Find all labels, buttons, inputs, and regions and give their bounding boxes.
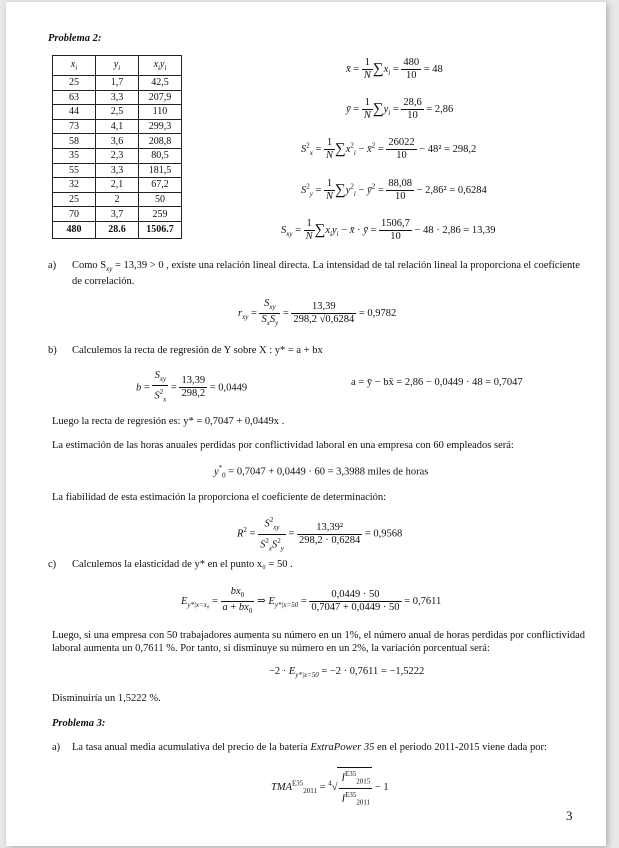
covariance-formula: $S_{xy}$ = $\frac{1}{N}$ $\sum x_iy_i$ − x̄ · ȳ = $\frac{1506,7}{10}$ − 48 · 2,86 = 13,39 [281,218,496,242]
table-cell: 3,6 [96,134,139,149]
table-cell: 58 [53,134,96,149]
problem-2-title: Problema 2: [48,33,102,44]
table-cell: 3,3 [96,90,139,105]
reliability-text: La fiabilidad de esta estimación la proporciona el coeficiente de determinación: [52,492,387,503]
table-row [53,134,182,149]
part-a-text: Como $S_{xy} = 13,39 > 0$ , existe una relación lineal directa. La intensidad de tal relación lineal la proporciona el coeficiente [72,260,580,274]
problem-3-title: Problema 3: [52,718,106,729]
header-xi: $x_i$ [53,56,96,76]
table-cell: 55 [53,163,96,178]
table-cell: 32 [53,178,96,193]
table-cell: 208,8 [139,134,182,149]
table-row [53,207,182,222]
part-b-text: Calculemos la recta de regresión de Y sobre X : y* = a + bx [72,345,323,356]
table-cell: 63 [53,90,96,105]
variation-formula: $-2 \cdot E_{y*|x=50} = -2 \cdot 0,7611 = -1,5222$ [269,666,425,680]
problem-3-part-a-text: La tasa anual media acumulativa del precio de la batería ExtraPower 35 en el periodo 2011-2015 viene dada por: [72,742,547,753]
variance-y-formula: $S^2_y$ = $\frac{1}{N}$ $\sum y^2_i$ − $ȳ^2$ = $\frac{88,08}{10}$ − 2,86² = 0,6284 [301,178,487,202]
conclusion-paragraph-2: laboral aumenta un 0,7611 %. Por tanto, si disminuye su número en un 2%, la variación porcentual será: [52,643,490,654]
mean-y-formula: ȳ = $\frac{1}{N}$ $\sum y_i$ = $\frac{28,6}{10}$ = 2,86 [346,97,454,121]
table-row [53,90,182,105]
table-row [53,76,182,91]
table-cell: 3,7 [96,207,139,222]
table-cell: 35 [53,148,96,163]
table-cell: 25 [53,76,96,91]
table-cell: 2 [96,192,139,207]
data-table [52,55,182,239]
header-yi: $y_i$ [96,56,139,76]
regression-line-text: Luego la recta de regresión es: y* = 0,7047 + 0,0449x . [52,416,285,427]
table-total-cell: 28.6 [96,221,139,238]
final-conclusion: Disminuiría un 1,5222 %. [52,693,161,704]
table-cell: 2,3 [96,148,139,163]
table-cell: 1,7 [96,76,139,91]
table-row [53,178,182,193]
part-b-label: b) [48,345,57,356]
problem-3-part-a-label: a) [52,742,61,753]
table-cell: 4,1 [96,119,139,134]
estimate-formula: $y^*_0 = 0,7047 + 0,0449 \cdot 60 = 3,3988$ miles de horas [214,464,429,480]
table-row [53,148,182,163]
table-cell: 70 [53,207,96,222]
elasticity-formula: $E_{y*|x=x_0}$ = $\frac{bx_0}{a + bx_0}$ ⇒ $E_{y*|x=50}$ = $\frac{0,0449 \cdot 50}{0,7047 + 0,0449 \cdot 50}$ = 0,7611 [181,586,442,616]
table-cell: 3,3 [96,163,139,178]
table-cell: 259 [139,207,182,222]
estimate-text: La estimación de las horas anuales perdidas por conflictividad laboral en una empresa con 60 empleados será: [52,440,514,451]
conclusion-paragraph-1: Luego, si una empresa con 50 trabajadores aumenta su número en un 1%, el número anual de horas perdidas por conflictividad [52,630,585,641]
table-header-row [53,56,182,76]
table-row [53,163,182,178]
table-total-cell: 1506.7 [139,221,182,238]
table-cell: 207,9 [139,90,182,105]
tma-formula: $TMA^{E35}_{2011} = ^4√$ $\frac{I^{E35}_{2015}}{I^{E35}_{2011}}$ − 1 [271,767,389,808]
table-total-cell: 480 [53,221,96,238]
correlation-formula: $r_{xy}$ = $\frac{S_{xy}}{S_xS_y}$ = $\frac{13,39}{298,2 √0,6284}$ = 0,9782 [238,298,397,328]
table-row [53,119,182,134]
table-row [53,192,182,207]
table-row [53,105,182,120]
header-xiyi: $x_iy_i$ [139,56,182,76]
page-number: 3 [566,808,573,823]
document-page [6,2,606,846]
table-cell: 67,2 [139,178,182,193]
part-c-label: c) [48,559,57,570]
table-cell: 110 [139,105,182,120]
table-cell: 25 [53,192,96,207]
variance-x-formula: $S^2_x$ = $\frac{1}{N}$ $\sum x^2_i$ − x̄$^2$ = $\frac{26022}{10}$ − 48² = 298,2 [301,137,477,161]
slope-formula: b = $\frac{S_{xy}}{S^2_x}$ = $\frac{13,39}{298,2}$ = 0,0449 [136,370,248,404]
table-totals-row [53,221,182,238]
part-a-text-2: de correlación. [72,276,135,287]
table-cell: 50 [139,192,182,207]
table-cell: 181,5 [139,163,182,178]
intercept-formula: a = ȳ − bx̄ = 2,86 − 0,0449 · 48 = 0,7047 [351,377,523,388]
table-cell: 2,1 [96,178,139,193]
table-cell: 73 [53,119,96,134]
determination-formula: $R^2$ = $\frac{S^2_{xy}}{S^2_xS^2_y}$ = $\frac{\text{13,39²}}{298,2 \cdot 0,6284}$ = 0,9568 [237,516,403,553]
mean-x-formula: x̄ = $\frac{1}{N}$ $\sum x_i$ = $\frac{480}{10}$ = 48 [346,57,443,81]
part-c-text: Calculemos la elasticidad de y* en el punto x₀ = 50 . [72,559,293,570]
table-cell: 80,5 [139,148,182,163]
table-cell: 42,5 [139,76,182,91]
table-cell: 2,5 [96,105,139,120]
part-a-label: a) [48,260,57,271]
table-cell: 299,3 [139,119,182,134]
table-cell: 44 [53,105,96,120]
